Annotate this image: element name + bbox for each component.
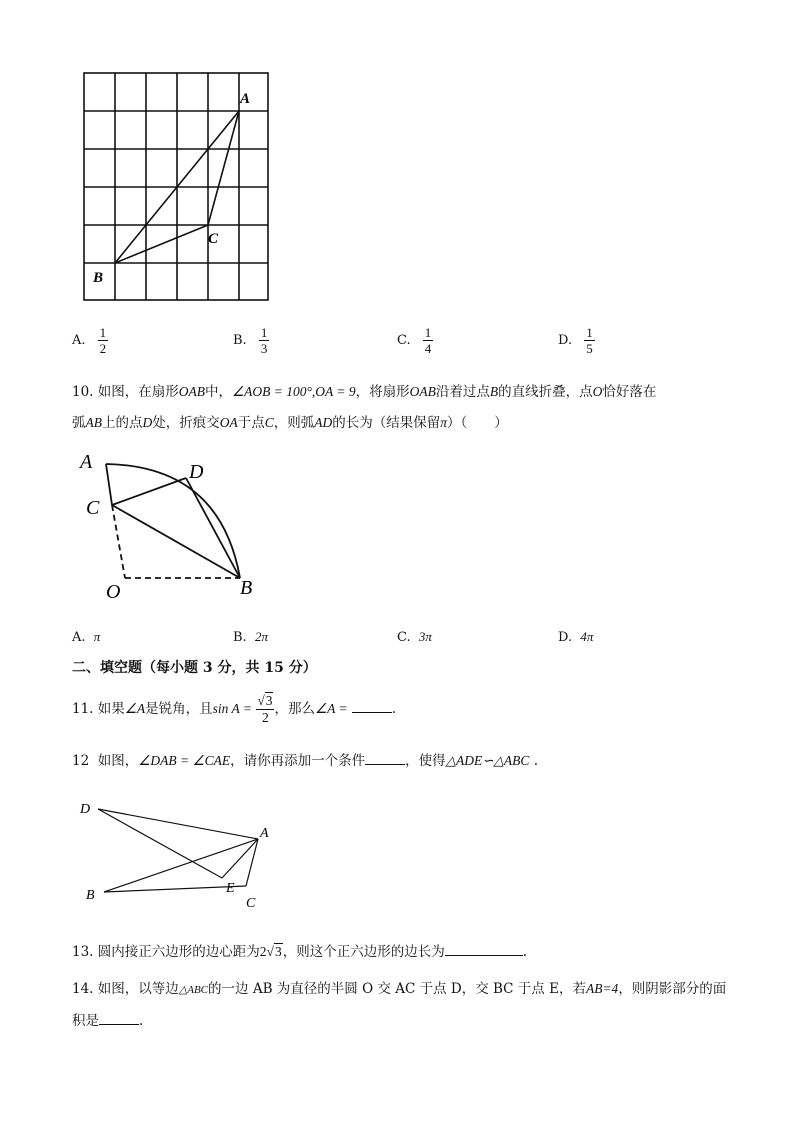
- q9-option-d: D. $\frac{1}{5}$: [558, 325, 593, 356]
- segment-bc: [115, 225, 208, 263]
- section2-heading: 二、填空题（每小题 3 分，共 15 分）: [72, 660, 317, 676]
- segment-co-dashed: [112, 505, 125, 578]
- segment-de: [98, 809, 222, 878]
- q12-label-e: E: [226, 881, 235, 896]
- q10-label-c: C: [86, 497, 100, 519]
- segment-ac: [106, 464, 112, 505]
- q14-question-line1: 14. 如图，以等边△ABC的一边 AB 为直径的半圆 O 交 AC 于点 D，交 BC 于点 E，若AB=4，则阴影部分的面: [72, 981, 727, 997]
- q10-question-line2: 弧AB上的点D处，折痕交OA于点C，则弧AD的长为（结果保留π）（ ）: [72, 415, 508, 431]
- arc-ab: [106, 464, 240, 578]
- q14-answer-blank[interactable]: [99, 1012, 139, 1025]
- q12-triangle-figure: [76, 797, 286, 915]
- q9-option-c: C. $\frac{1}{4}$: [397, 325, 432, 356]
- q14-question-line2: 积是 .: [72, 1013, 144, 1029]
- q10-label-a: A: [80, 451, 93, 473]
- q10-option-c: C. 3π: [397, 629, 432, 645]
- q10-option-b: B. 2π: [233, 629, 268, 645]
- segment-da: [98, 809, 258, 839]
- q12-label-b: B: [86, 888, 95, 903]
- q13-question: 13. 圆内接正六边形的边心距为2√3，则这个正六边形的边长为 .: [72, 944, 527, 960]
- q12-question: 12 如图，∠DAB = ∠CAE，请你再添加一个条件 ，使得△ADE∽△ABC .: [72, 753, 539, 769]
- q9-option-a: A. $\frac{1}{2}$: [72, 325, 107, 356]
- q12-label-a: A: [260, 826, 269, 841]
- q10-option-d: D. 4π: [558, 629, 594, 645]
- q11-answer-blank[interactable]: [352, 700, 392, 713]
- q13-answer-blank[interactable]: [445, 943, 523, 956]
- q10-option-a: A. π: [72, 629, 101, 645]
- q9-label-c: C: [208, 231, 219, 247]
- q11-question: 11. 如果∠A是锐角，且sin A = $\frac{√3}{2}$ ，那么∠A = .: [72, 693, 397, 725]
- q10-label-b: B: [240, 577, 253, 599]
- segment-ba: [104, 839, 258, 892]
- q10-sector-figure: [70, 448, 270, 608]
- q10-label-o: O: [106, 581, 121, 603]
- q9-grid-figure: [80, 70, 275, 305]
- q9-label-b: B: [93, 270, 104, 286]
- q12-label-c: C: [246, 896, 256, 911]
- q12-answer-blank[interactable]: [365, 752, 405, 765]
- segment-bc: [104, 886, 246, 892]
- q10-question-line1: 10. 如图，在扇形OAB中，∠AOB = 100°,OA = 9，将扇形OAB沿着过点B的直线折叠，点O恰好落在: [72, 384, 657, 400]
- segment-ca: [208, 111, 239, 225]
- q10-label-d: D: [189, 461, 204, 483]
- q9-option-b: B. $\frac{1}{3}$: [233, 325, 268, 356]
- segment-cd: [112, 478, 186, 505]
- q12-label-d: D: [80, 802, 91, 817]
- q9-label-a: A: [240, 91, 251, 107]
